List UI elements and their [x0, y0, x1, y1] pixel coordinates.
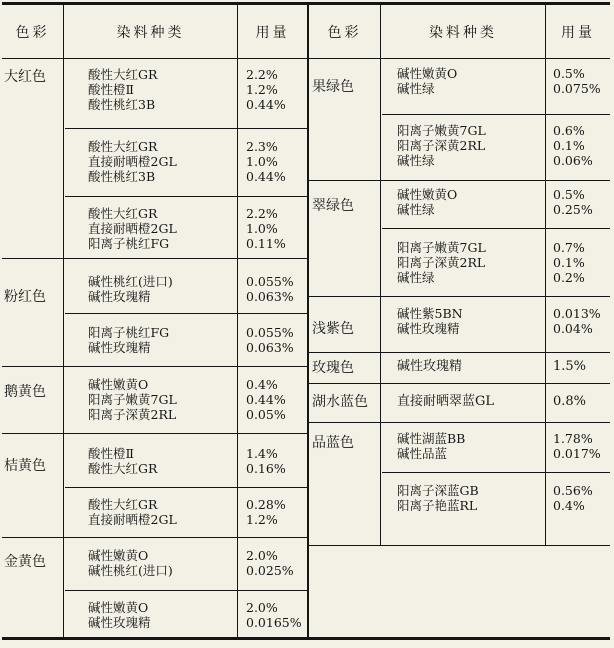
left-recipe-separator: [65, 590, 307, 591]
left-dye-name: 酸性桃红3B: [88, 169, 156, 184]
right-dye-amount: 0.1%: [553, 138, 585, 153]
left-dye-name: 酸性大红GR: [88, 461, 158, 476]
left-color-column-rule: [63, 5, 64, 637]
left-dye-name: 碱性嫩黄O: [88, 377, 149, 392]
left-color-separator: [2, 433, 307, 434]
right-recipe-separator: [382, 472, 610, 473]
right-header-dye: 染料种类: [429, 25, 497, 41]
right-color-label: 浅紫色: [312, 321, 354, 337]
left-dye-amount: 1.4%: [246, 446, 278, 461]
left-dye-amount: 0.16%: [246, 461, 286, 476]
right-color-label: 果绿色: [312, 79, 354, 95]
left-dye-name: 阳离子桃红FG: [88, 236, 170, 251]
left-dye-name: 碱性嫩黄O: [88, 600, 149, 615]
left-dye-name: 碱性桃红(进口): [88, 274, 173, 289]
right-color-separator: [309, 383, 610, 384]
left-dye-name: 阳离子嫩黄7GL: [88, 392, 177, 407]
right-dye-amount: 0.5%: [553, 66, 585, 81]
right-dye-amount: 0.6%: [553, 123, 585, 138]
left-dye-amount: 0.44%: [246, 169, 286, 184]
left-dye-name: 碱性玫瑰精: [88, 340, 151, 355]
left-dye-amount: 0.11%: [246, 236, 286, 251]
left-recipe-separator: [65, 128, 307, 129]
left-dye-amount: 1.0%: [246, 154, 278, 169]
right-dye-name: 直接耐晒翠蓝GL: [397, 394, 495, 409]
left-header-color: 色彩: [15, 25, 50, 41]
left-amount-column-rule: [237, 5, 238, 637]
left-dye-amount: 2.2%: [246, 206, 278, 221]
left-dye-amount: 0.055%: [246, 274, 294, 289]
left-dye-name: 碱性桃红(进口): [88, 563, 173, 578]
header-bottom-rule: [2, 58, 610, 59]
right-dye-amount: 0.8%: [553, 394, 587, 409]
left-recipe-separator: [65, 487, 307, 488]
left-dye-name: 酸性大红GR: [88, 139, 158, 154]
right-color-column-rule: [380, 5, 381, 545]
right-dye-name: 碱性玫瑰精: [397, 321, 460, 336]
left-color-separator: [2, 366, 307, 367]
right-amount-column-rule: [545, 5, 546, 545]
right-dye-amount: 0.017%: [553, 446, 601, 461]
left-color-label: 粉红色: [4, 289, 46, 305]
right-dye-amount: 0.06%: [553, 153, 593, 168]
right-color-label: 翠绿色: [312, 198, 354, 214]
left-dye-name: 直接耐晒橙2GL: [88, 512, 177, 527]
right-dye-name: 碱性嫩黄O: [397, 66, 458, 81]
center-divider-rule: [307, 5, 309, 637]
right-dye-amount: 0.4%: [553, 498, 585, 513]
right-recipe-separator: [382, 114, 610, 115]
left-dye-amount: 0.44%: [246, 97, 286, 112]
right-color-separator: [309, 296, 610, 297]
table-top-rule: [2, 2, 610, 5]
left-recipe-separator: [65, 196, 307, 197]
right-dye-name: 碱性湖蓝BB: [397, 431, 466, 446]
left-dye-amount: 1.2%: [246, 82, 278, 97]
right-color-label: 玫瑰色: [312, 360, 354, 376]
left-dye-name: 碱性玫瑰精: [88, 615, 151, 630]
right-dye-amount: 0.2%: [553, 270, 585, 285]
left-color-label: 桔黄色: [4, 458, 46, 474]
right-dye-name: 阳离子深黄2RL: [397, 255, 486, 270]
left-dye-amount: 2.0%: [246, 548, 278, 563]
left-dye-name: 酸性橙Ⅱ: [88, 446, 134, 461]
right-color-separator: [309, 352, 610, 353]
left-dye-amount: 0.025%: [246, 563, 294, 578]
left-dye-amount: 0.055%: [246, 325, 294, 340]
left-dye-amount: 0.0165%: [246, 615, 302, 630]
right-dye-name: 阳离子深黄2RL: [397, 138, 486, 153]
left-dye-name: 直接耐晒橙2GL: [88, 154, 177, 169]
right-dye-amount: 0.56%: [553, 483, 593, 498]
left-color-label: 金黄色: [4, 554, 46, 570]
right-recipe-separator: [382, 228, 610, 229]
right-dye-amount: 1.5%: [553, 359, 587, 374]
left-dye-amount: 0.44%: [246, 392, 286, 407]
left-color-label: 大红色: [4, 69, 46, 85]
right-dye-name: 碱性绿: [397, 81, 435, 96]
right-dye-amount: 0.7%: [553, 240, 585, 255]
left-recipe-separator: [65, 313, 307, 314]
left-dye-amount: 0.063%: [246, 289, 294, 304]
left-dye-name: 碱性玫瑰精: [88, 289, 151, 304]
left-dye-amount: 2.3%: [246, 139, 278, 154]
right-color-label: 湖水蓝色: [312, 394, 368, 410]
right-dye-name: 碱性绿: [397, 202, 435, 217]
right-color-label: 品蓝色: [312, 435, 354, 451]
right-dye-name: 阳离子嫩黄7GL: [397, 123, 486, 138]
left-dye-amount: 1.0%: [246, 221, 278, 236]
left-header-dye: 染料种类: [116, 25, 185, 41]
right-dye-name: 碱性品蓝: [397, 446, 448, 461]
left-dye-name: 酸性橙Ⅱ: [88, 82, 134, 97]
table-bottom-rule: [2, 637, 610, 640]
right-color-separator: [309, 422, 610, 423]
right-dye-amount: 0.075%: [553, 81, 601, 96]
left-dye-amount: 1.2%: [246, 512, 278, 527]
right-header-amount: 用量: [561, 25, 595, 41]
right-color-separator: [309, 545, 610, 546]
right-dye-amount: 0.1%: [553, 255, 585, 270]
left-color-separator: [2, 537, 307, 538]
left-dye-name: 酸性大红GR: [88, 206, 158, 221]
left-dye-name: 酸性大红GR: [88, 497, 158, 512]
right-dye-name: 阳离子深蓝GB: [397, 483, 479, 498]
right-dye-amount: 1.78%: [553, 431, 593, 446]
right-dye-name: 碱性嫩黄O: [397, 187, 458, 202]
left-header-amount: 用量: [255, 25, 290, 41]
left-dye-amount: 2.2%: [246, 67, 278, 82]
left-dye-amount: 0.28%: [246, 497, 286, 512]
right-color-separator: [309, 180, 610, 181]
right-dye-name: 阳离子艳蓝RL: [397, 498, 478, 513]
left-dye-amount: 0.4%: [246, 377, 278, 392]
left-dye-amount: 0.063%: [246, 340, 294, 355]
right-dye-amount: 0.013%: [553, 306, 601, 321]
left-dye-name: 酸性桃红3B: [88, 97, 156, 112]
right-dye-amount: 0.04%: [553, 321, 593, 336]
left-dye-amount: 2.0%: [246, 600, 278, 615]
left-color-label: 鹅黄色: [4, 384, 46, 400]
left-dye-name: 阳离子桃红FG: [88, 325, 170, 340]
right-dye-name: 碱性玫瑰精: [397, 359, 463, 374]
right-dye-amount: 0.25%: [553, 202, 593, 217]
left-color-separator: [2, 258, 307, 259]
right-dye-amount: 0.5%: [553, 187, 585, 202]
left-dye-name: 酸性大红GR: [88, 67, 158, 82]
left-dye-name: 阳离子深黄2RL: [88, 407, 177, 422]
left-dye-name: 碱性嫩黄O: [88, 548, 149, 563]
right-dye-name: 碱性绿: [397, 270, 435, 285]
right-dye-name: 碱性紫5BN: [397, 306, 463, 321]
right-dye-name: 碱性绿: [397, 153, 435, 168]
right-header-color: 色彩: [327, 25, 362, 41]
right-dye-name: 阳离子嫩黄7GL: [397, 240, 486, 255]
left-dye-name: 直接耐晒橙2GL: [88, 221, 177, 236]
left-dye-amount: 0.05%: [246, 407, 286, 422]
